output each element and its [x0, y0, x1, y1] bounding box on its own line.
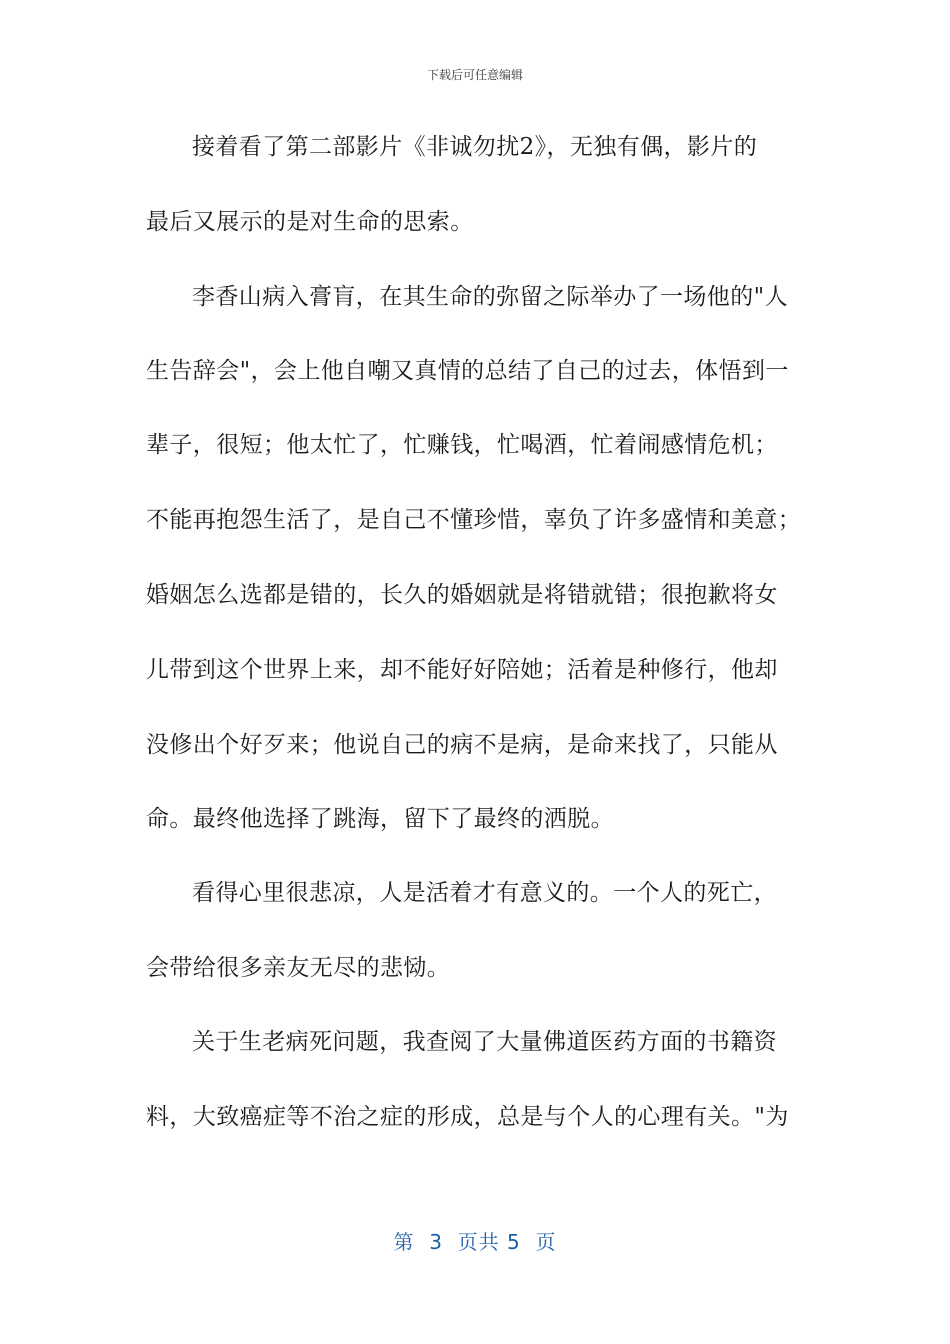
- text-line: 没修出个好歹来；他说自己的病不是病，是命来找了，只能从: [146, 732, 778, 758]
- page-footer: [0, 1226, 950, 1255]
- header-note: 下载后可任意编辑: [426, 68, 523, 82]
- text-line: 辈子，很短；他太忙了，忙赚钱，忙喝酒，忙着闹感情危机；: [146, 432, 778, 458]
- text-line: 李香山病入膏肓，在其生命的弥留之际举办了一场他的"人: [192, 284, 788, 310]
- text-line: 婚姻怎么选都是错的，长久的婚姻就是将错就错；很抱歉将女: [146, 582, 778, 608]
- text-line: 关于生老病死问题，我查阅了大量佛道医药方面的书籍资: [192, 1029, 777, 1055]
- text-line: 料，大致癌症等不治之症的形成，总是与个人的心理有关。"为: [146, 1104, 789, 1130]
- text-line: 不能再抱怨生活了，是自己不懂珍惜，辜负了许多盛情和美意；: [146, 507, 802, 533]
- text-line: 生告辞会"，会上他自嘲又真情的总结了自己的过去，体悟到一: [146, 358, 789, 384]
- text-line: 看得心里很悲凉，人是活着才有意义的。一个人的死亡，: [192, 880, 777, 906]
- text-line: 儿带到这个世界上来，却不能好好陪她；活着是种修行，他却: [146, 657, 778, 683]
- text-line: 命。最终他选择了跳海，留下了最终的洒脱。: [146, 806, 614, 832]
- page-number: 第 3 页共 5 页: [393, 1230, 557, 1254]
- text-line: 接着看了第二部影片《非诚勿扰2》，无独有偶，影片的: [192, 134, 758, 160]
- text-line: 最后又展示的是对生命的思索。: [146, 209, 474, 235]
- text-line: 会带给很多亲友无尽的悲恸。: [146, 955, 451, 981]
